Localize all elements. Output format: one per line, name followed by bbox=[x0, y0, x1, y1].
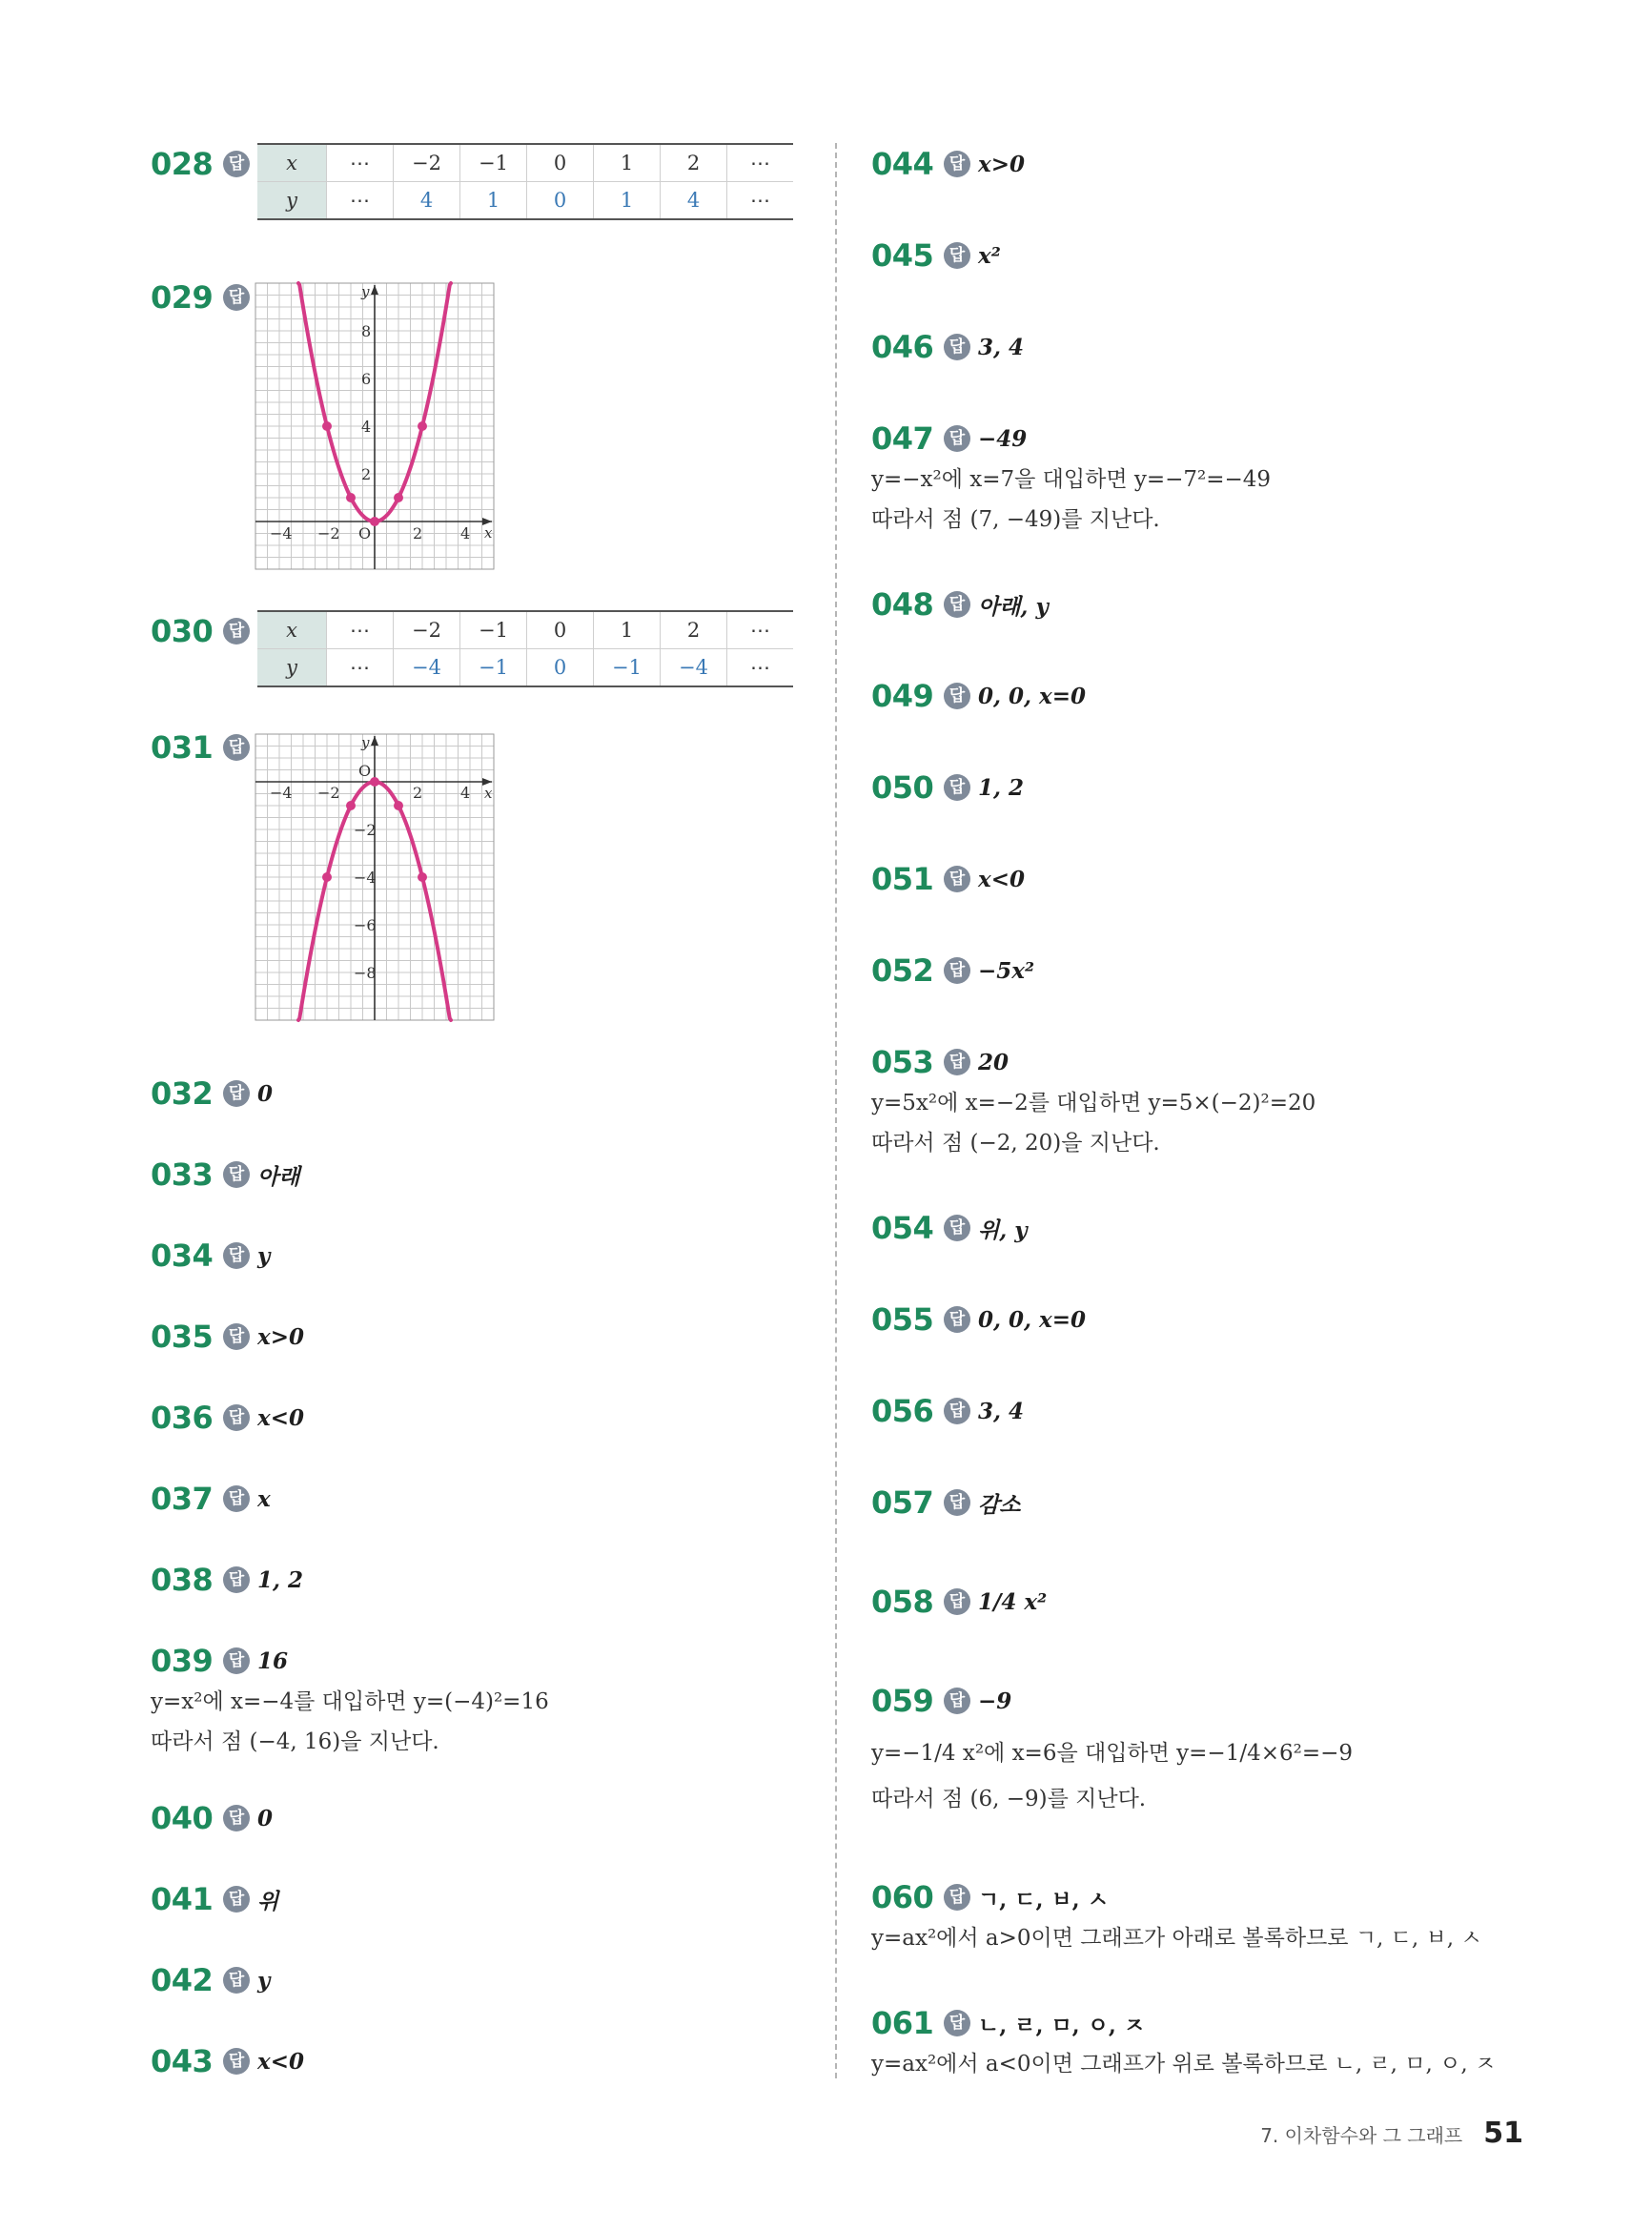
y-axis-label: y bbox=[361, 734, 370, 751]
problem-number: 057 bbox=[871, 1484, 934, 1521]
problem-number: 058 bbox=[871, 1584, 934, 1620]
answer-badge-icon: 답 bbox=[223, 618, 250, 644]
answer-badge-icon: 답 bbox=[223, 1805, 250, 1831]
answer-text: 1, 2 bbox=[257, 1566, 304, 1593]
answer-badge-icon: 답 bbox=[223, 1161, 250, 1188]
table-cell: ⋯ bbox=[727, 649, 794, 687]
answer-text: x bbox=[257, 1485, 271, 1512]
answer-text: y bbox=[257, 1967, 271, 1994]
problem-059 bbox=[871, 1680, 1353, 1819]
table-cell: 0 bbox=[527, 144, 594, 182]
answer-text: 0 bbox=[257, 1080, 274, 1107]
problem-045 bbox=[871, 235, 1001, 276]
answer-badge-icon: 답 bbox=[223, 1647, 250, 1674]
problem-060 bbox=[871, 1876, 1482, 1958]
y-axis-arrow-icon bbox=[371, 736, 378, 746]
problem-number: 030 bbox=[151, 613, 214, 649]
answer-badge-icon: 답 bbox=[944, 151, 970, 177]
problem-number: 054 bbox=[871, 1210, 934, 1246]
explanation-line: y=−x²에 x=7을 대입하면 y=−7²=−49 bbox=[871, 467, 1272, 492]
table-cell: −1 bbox=[460, 144, 527, 182]
problem-number: 053 bbox=[871, 1044, 934, 1080]
problem-number: 046 bbox=[871, 329, 934, 365]
table-cell: −2 bbox=[394, 144, 460, 182]
problem-055 bbox=[871, 1299, 1086, 1340]
problem-number: 045 bbox=[871, 237, 934, 274]
table-cell: 1 bbox=[594, 144, 661, 182]
explanation-line: y=5x²에 x=−2를 대입하면 y=5×(−2)²=20 bbox=[871, 1091, 1316, 1115]
answer-text: ㄴ, ㄹ, ㅁ, ㅇ, ㅈ bbox=[978, 2012, 1146, 2038]
table-cell: 4 bbox=[661, 182, 727, 220]
explanation-line: y=−1/4 x²에 x=6을 대입하면 y=−1/4×6²=−9 bbox=[871, 1741, 1354, 1766]
answer-badge-icon: 답 bbox=[944, 334, 970, 360]
y-tick-label: −4 bbox=[354, 869, 377, 887]
answer-badge-icon: 답 bbox=[223, 1323, 250, 1350]
table-y-label: y bbox=[257, 182, 327, 220]
x-axis-label: x bbox=[484, 524, 493, 542]
answer-badge-icon: 답 bbox=[944, 1489, 970, 1516]
answer-badge-icon: 답 bbox=[944, 1398, 970, 1424]
answer-text: 1, 2 bbox=[978, 774, 1025, 801]
x-tick-label: −2 bbox=[317, 784, 340, 802]
table-cell: −4 bbox=[661, 649, 727, 687]
x-tick-label: −4 bbox=[270, 524, 293, 542]
answer-text: x<0 bbox=[978, 866, 1025, 892]
answer-badge-icon: 답 bbox=[944, 1306, 970, 1333]
answer-text: 감소 bbox=[978, 1491, 1021, 1518]
x-tick-label: 2 bbox=[413, 524, 423, 542]
table-cell: ⋯ bbox=[727, 611, 794, 649]
answer-badge-icon: 답 bbox=[944, 774, 970, 801]
problem-044 bbox=[871, 143, 1025, 185]
table-cell: 1 bbox=[460, 182, 527, 220]
problem-051 bbox=[871, 858, 1025, 900]
problem-number: 059 bbox=[871, 1683, 934, 1719]
answer-badge-icon: 답 bbox=[944, 1884, 970, 1911]
problem-number: 035 bbox=[151, 1319, 214, 1355]
x-tick-label: 4 bbox=[460, 784, 471, 802]
problem-039 bbox=[151, 1640, 549, 1762]
answer-badge-icon: 답 bbox=[223, 1242, 250, 1269]
answer-badge-icon: 답 bbox=[944, 1688, 970, 1714]
table-cell: −1 bbox=[460, 611, 527, 649]
answer-text: 위, y bbox=[978, 1217, 1028, 1243]
problem-056 bbox=[871, 1390, 1024, 1432]
table-cell: ⋯ bbox=[327, 144, 394, 182]
table-x-label: x bbox=[257, 611, 327, 649]
problem-number: 028 bbox=[151, 146, 214, 182]
table-cell: 0 bbox=[527, 649, 594, 687]
data-point bbox=[370, 517, 379, 526]
answer-badge-icon: 답 bbox=[944, 242, 970, 269]
problem-058 bbox=[871, 1581, 1047, 1623]
problem-number: 061 bbox=[871, 2005, 934, 2041]
answer-badge-icon: 답 bbox=[944, 683, 970, 709]
table-cell: −1 bbox=[594, 649, 661, 687]
answer-badge-icon: 답 bbox=[944, 1588, 970, 1615]
problem-number: 050 bbox=[871, 769, 934, 806]
answer-badge-icon: 답 bbox=[223, 1485, 250, 1512]
data-point bbox=[322, 872, 332, 882]
x-tick-label: O bbox=[358, 524, 372, 542]
data-point bbox=[394, 801, 403, 810]
table-cell: 1 bbox=[594, 182, 661, 220]
problem-number: 037 bbox=[151, 1481, 214, 1517]
problem-048 bbox=[871, 583, 1049, 625]
answer-text: −5x² bbox=[978, 957, 1035, 984]
answer-badge-icon: 답 bbox=[223, 2048, 250, 2075]
y-tick-label: 2 bbox=[361, 465, 372, 483]
problem-041 bbox=[151, 1878, 278, 1920]
answer-text: −49 bbox=[978, 425, 1028, 452]
problem-040 bbox=[151, 1797, 273, 1839]
problem-number: 048 bbox=[871, 586, 934, 623]
problem-number: 032 bbox=[151, 1075, 214, 1112]
data-point bbox=[346, 493, 356, 502]
y-tick-label: 8 bbox=[361, 322, 372, 340]
answer-badge-icon: 답 bbox=[223, 1404, 250, 1431]
problem-number: 060 bbox=[871, 1879, 934, 1915]
table-cell: ⋯ bbox=[727, 182, 794, 220]
table-cell: ⋯ bbox=[327, 182, 394, 220]
answer-badge-icon: 답 bbox=[944, 1049, 970, 1075]
answer-text: 아래, y bbox=[978, 593, 1049, 620]
problem-057 bbox=[871, 1482, 1020, 1524]
explanation-line: 따라서 점 (−4, 16)을 지난다. bbox=[151, 1729, 439, 1754]
answer-badge-icon: 답 bbox=[944, 866, 970, 892]
problem-number: 038 bbox=[151, 1562, 214, 1598]
answer-text: x>0 bbox=[257, 1323, 304, 1350]
problem-042 bbox=[151, 1959, 270, 2001]
x-tick-label: −4 bbox=[270, 784, 293, 802]
problem-number: 044 bbox=[871, 146, 934, 182]
problem-030 bbox=[151, 610, 793, 679]
answer-badge-icon: 답 bbox=[944, 1215, 970, 1241]
answer-badge-icon: 답 bbox=[944, 425, 970, 452]
problem-033 bbox=[151, 1154, 299, 1196]
problem-number: 042 bbox=[151, 1962, 214, 1998]
answer-text: 20 bbox=[978, 1049, 1010, 1075]
answer-text: −9 bbox=[978, 1688, 1012, 1714]
problem-037 bbox=[151, 1478, 271, 1520]
answer-text: 0, 0, x=0 bbox=[978, 683, 1087, 709]
data-point bbox=[322, 421, 332, 431]
problem-number: 043 bbox=[151, 2043, 214, 2079]
x-axis-label: x bbox=[484, 785, 493, 802]
problem-047 bbox=[871, 418, 1271, 540]
x-tick-label: −2 bbox=[317, 524, 340, 542]
answer-text: ㄱ, ㄷ, ㅂ, ㅅ bbox=[978, 1886, 1109, 1913]
problem-038 bbox=[151, 1559, 303, 1601]
problem-029 bbox=[151, 276, 257, 318]
answer-badge-icon: 답 bbox=[223, 151, 250, 177]
problem-number: 040 bbox=[151, 1800, 214, 1836]
answer-badge-icon: 답 bbox=[223, 284, 250, 311]
x-tick-label: O bbox=[358, 762, 372, 780]
table-cell: 1 bbox=[594, 611, 661, 649]
problem-number: 049 bbox=[871, 678, 934, 714]
table-cell: 2 bbox=[661, 144, 727, 182]
problem-054 bbox=[871, 1207, 1028, 1249]
problem-number: 056 bbox=[871, 1393, 934, 1429]
explanation-line: y=x²에 x=−4를 대입하면 y=(−4)²=16 bbox=[151, 1689, 549, 1714]
problem-number: 052 bbox=[871, 952, 934, 989]
problem-035 bbox=[151, 1316, 304, 1358]
y-tick-label: −8 bbox=[354, 964, 377, 982]
explanation-line: 따라서 점 (7, −49)를 지난다. bbox=[871, 507, 1160, 532]
table-cell: ⋯ bbox=[327, 611, 394, 649]
problem-number: 051 bbox=[871, 861, 934, 897]
problem-052 bbox=[871, 950, 1034, 992]
page-number: 51 bbox=[1483, 2117, 1523, 2150]
answer-text: 1/4 x² bbox=[978, 1588, 1048, 1615]
table-cell: 0 bbox=[527, 611, 594, 649]
parabola-graph-029 bbox=[251, 281, 499, 577]
table-cell: −4 bbox=[394, 649, 460, 687]
table-cell: 0 bbox=[527, 182, 594, 220]
table-cell: −1 bbox=[460, 649, 527, 687]
problem-number: 041 bbox=[151, 1881, 214, 1917]
answer-text: x² bbox=[978, 242, 1001, 269]
problem-number: 055 bbox=[871, 1301, 934, 1338]
problem-050 bbox=[871, 767, 1024, 808]
problem-046 bbox=[871, 326, 1024, 368]
problem-031 bbox=[151, 726, 257, 768]
problem-049 bbox=[871, 675, 1086, 717]
value-table-030 bbox=[257, 610, 793, 687]
table-cell: −2 bbox=[394, 611, 460, 649]
data-point bbox=[370, 777, 379, 787]
problem-number: 029 bbox=[151, 279, 214, 316]
problem-number: 036 bbox=[151, 1400, 214, 1436]
explanation-line: y=ax²에서 a>0이면 그래프가 아래로 볼록하므로 ㄱ, ㄷ, ㅂ, ㅅ bbox=[871, 1926, 1482, 1951]
answer-badge-icon: 답 bbox=[944, 2010, 970, 2036]
chapter-title: 7. 이차함수와 그 그래프 bbox=[1260, 2124, 1463, 2147]
y-tick-label: 4 bbox=[361, 418, 372, 436]
y-tick-label: 6 bbox=[361, 370, 372, 388]
data-point bbox=[418, 872, 427, 882]
answer-text: 3, 4 bbox=[978, 334, 1025, 360]
answer-text: x<0 bbox=[257, 2048, 304, 2075]
data-point bbox=[346, 801, 356, 810]
answer-text: y bbox=[257, 1242, 271, 1269]
problem-061 bbox=[871, 2002, 1496, 2084]
answer-text: x>0 bbox=[978, 151, 1025, 177]
table-cell: 4 bbox=[394, 182, 460, 220]
answer-text: 아래 bbox=[257, 1163, 300, 1190]
page-footer bbox=[1260, 2117, 1523, 2150]
x-tick-label: 4 bbox=[460, 524, 471, 542]
column-divider bbox=[835, 143, 837, 2078]
problem-036 bbox=[151, 1397, 304, 1439]
table-cell: 2 bbox=[661, 611, 727, 649]
problem-053 bbox=[871, 1041, 1315, 1163]
problem-043 bbox=[151, 2040, 304, 2082]
explanation-line: 따라서 점 (6, −9)를 지난다. bbox=[871, 1787, 1147, 1811]
answer-badge-icon: 답 bbox=[223, 1080, 250, 1107]
parabola-graph-031 bbox=[251, 732, 499, 1028]
answer-badge-icon: 답 bbox=[223, 1886, 250, 1913]
problem-number: 031 bbox=[151, 729, 214, 766]
answer-text: x<0 bbox=[257, 1404, 304, 1431]
answer-text: 3, 4 bbox=[978, 1398, 1025, 1424]
answer-text: 0, 0, x=0 bbox=[978, 1306, 1087, 1333]
y-tick-label: −6 bbox=[354, 916, 377, 934]
table-cell: ⋯ bbox=[727, 144, 794, 182]
explanation-line: 따라서 점 (−2, 20)을 지난다. bbox=[871, 1131, 1160, 1156]
y-axis-arrow-icon bbox=[371, 285, 378, 295]
explanation-line: y=ax²에서 a<0이면 그래프가 위로 볼록하므로 ㄴ, ㄹ, ㅁ, ㅇ, ㅈ bbox=[871, 2052, 1497, 2077]
table-y-label: y bbox=[257, 649, 327, 687]
problem-number: 047 bbox=[871, 420, 934, 457]
problem-number: 034 bbox=[151, 1238, 214, 1274]
x-tick-label: 2 bbox=[413, 784, 423, 802]
data-point bbox=[394, 493, 403, 502]
problem-032 bbox=[151, 1073, 273, 1115]
answer-text: 0 bbox=[257, 1805, 274, 1831]
answer-text: 위 bbox=[257, 1888, 279, 1914]
problem-number: 039 bbox=[151, 1643, 214, 1679]
answer-badge-icon: 답 bbox=[223, 1967, 250, 1994]
answer-badge-icon: 답 bbox=[944, 957, 970, 984]
y-axis-label: y bbox=[361, 283, 370, 300]
answer-text: 16 bbox=[257, 1647, 289, 1674]
y-tick-label: −2 bbox=[354, 821, 377, 839]
answer-badge-icon: 답 bbox=[944, 591, 970, 618]
problem-034 bbox=[151, 1235, 270, 1277]
answer-badge-icon: 답 bbox=[223, 734, 250, 761]
problem-number: 033 bbox=[151, 1156, 214, 1193]
answer-badge-icon: 답 bbox=[223, 1566, 250, 1593]
value-table-028 bbox=[257, 143, 793, 220]
table-cell: ⋯ bbox=[327, 649, 394, 687]
table-x-label: x bbox=[257, 144, 327, 182]
problem-028 bbox=[151, 143, 793, 212]
data-point bbox=[418, 421, 427, 431]
